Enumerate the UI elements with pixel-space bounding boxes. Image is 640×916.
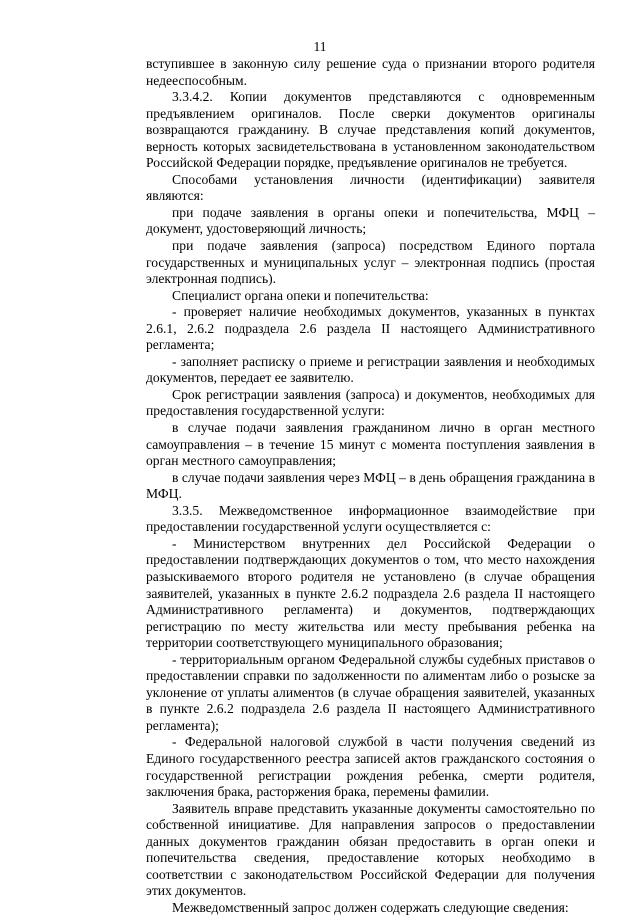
paragraph-interaction-mvd: - Министерством внутренних дел Российской Федерации о предоставлении подтверждающих документов о том, что место нахождения разыскиваемого второго родителя не установлено (в случае обращения заявителей, указанных в пункте 2.6.2 подраздела 2.6 раздела II настоящего Административного регламента) и документов, подтверждающих регистрацию по месту жительства или месту пребывания ребенка на территории соответствующего муниципального образования; <box>146 535 595 651</box>
paragraph-specialist-receipt: - заполняет расписку о приеме и регистрации заявления и необходимых документов, передает ее заявителю. <box>146 353 595 386</box>
paragraph-identification-methods: Способами установления личности (идентификации) заявителя являются: <box>146 171 595 204</box>
paragraph-identification-portal: при подаче заявления (запроса) посредством Единого портала государственных и муниципальных услуг – электронная подпись (простая электронная подпись). <box>146 238 595 287</box>
page-body <box>146 56 595 916</box>
paragraph-registration-term: Срок регистрации заявления (запроса) и документов, необходимых для предоставления государственной услуги: <box>146 386 595 419</box>
paragraph-3-3-5: 3.3.5. Межведомственное информационное взаимодействие при предоставлении государственной услуги осуществляется с: <box>146 502 595 535</box>
paragraph-registration-mfc: в случае подачи заявления через МФЦ – в день обращения гражданина в МФЦ. <box>146 469 595 502</box>
paragraph-applicant-right: Заявитель вправе представить указанные документы самостоятельно по собственной инициативе. Для направления запросов о предоставлении данных документов гражданин обязан предоставить в орган опеки и попечительства сведения, предоставление которых необходимо в соответствии с законодательством Российской Федерации для получения этих документов. <box>146 800 595 899</box>
paragraph-request-contents: Межведомственный запрос должен содержать следующие сведения: <box>172 899 569 915</box>
paragraph-continuation: вступившее в законную силу решение суда о признании второго родителя недееспособным. <box>146 56 595 88</box>
paragraph-identification-in-person: при подаче заявления в органы опеки и попечительства, МФЦ – документ, удостоверяющий личность; <box>146 204 595 237</box>
paragraph-registration-in-person: в случае подачи заявления гражданином лично в орган местного самоуправления – в течение 15 минут с момента поступления заявления в орган местного самоуправления; <box>146 420 595 469</box>
page-number: 11 <box>313 39 327 54</box>
paragraph-specialist-heading: Специалист органа опеки и попечительства: <box>172 287 429 303</box>
paragraph-interaction-fssp: - территориальным органом Федеральной службы судебных приставов о предоставлении справки по задолженности по алиментам либо о розыске за уклонение от уплаты алиментов (в случае обращения заявителей, указанных в пункте 2.6.2 подраздела 2.6 раздела II настоящего Административного регламента); <box>146 651 595 733</box>
paragraph-interaction-fns: - Федеральной налоговой службой в части получения сведений из Единого государственного реестра записей актов гражданского состояния о государственной регистрации рождения ребенка, смерти родителя, заключения брака, расторжения брака, перемены фамилии. <box>146 734 595 800</box>
paragraph-3-3-4-2: 3.3.4.2. Копии документов представляются с одновременным предъявлением оригиналов. После сверки документов оригиналы возвращаются гражданину. В случае представления копий документов, верность которых засвидетельствована в установленном законодательством Российской Федерации порядке, предъявление оригиналов не требуется. <box>146 89 595 171</box>
paragraph-specialist-checks: - проверяет наличие необходимых документов, указанных в пунктах 2.6.1, 2.6.2 подраздела 2.6 раздела II настоящего Административного регламента; <box>146 304 595 353</box>
